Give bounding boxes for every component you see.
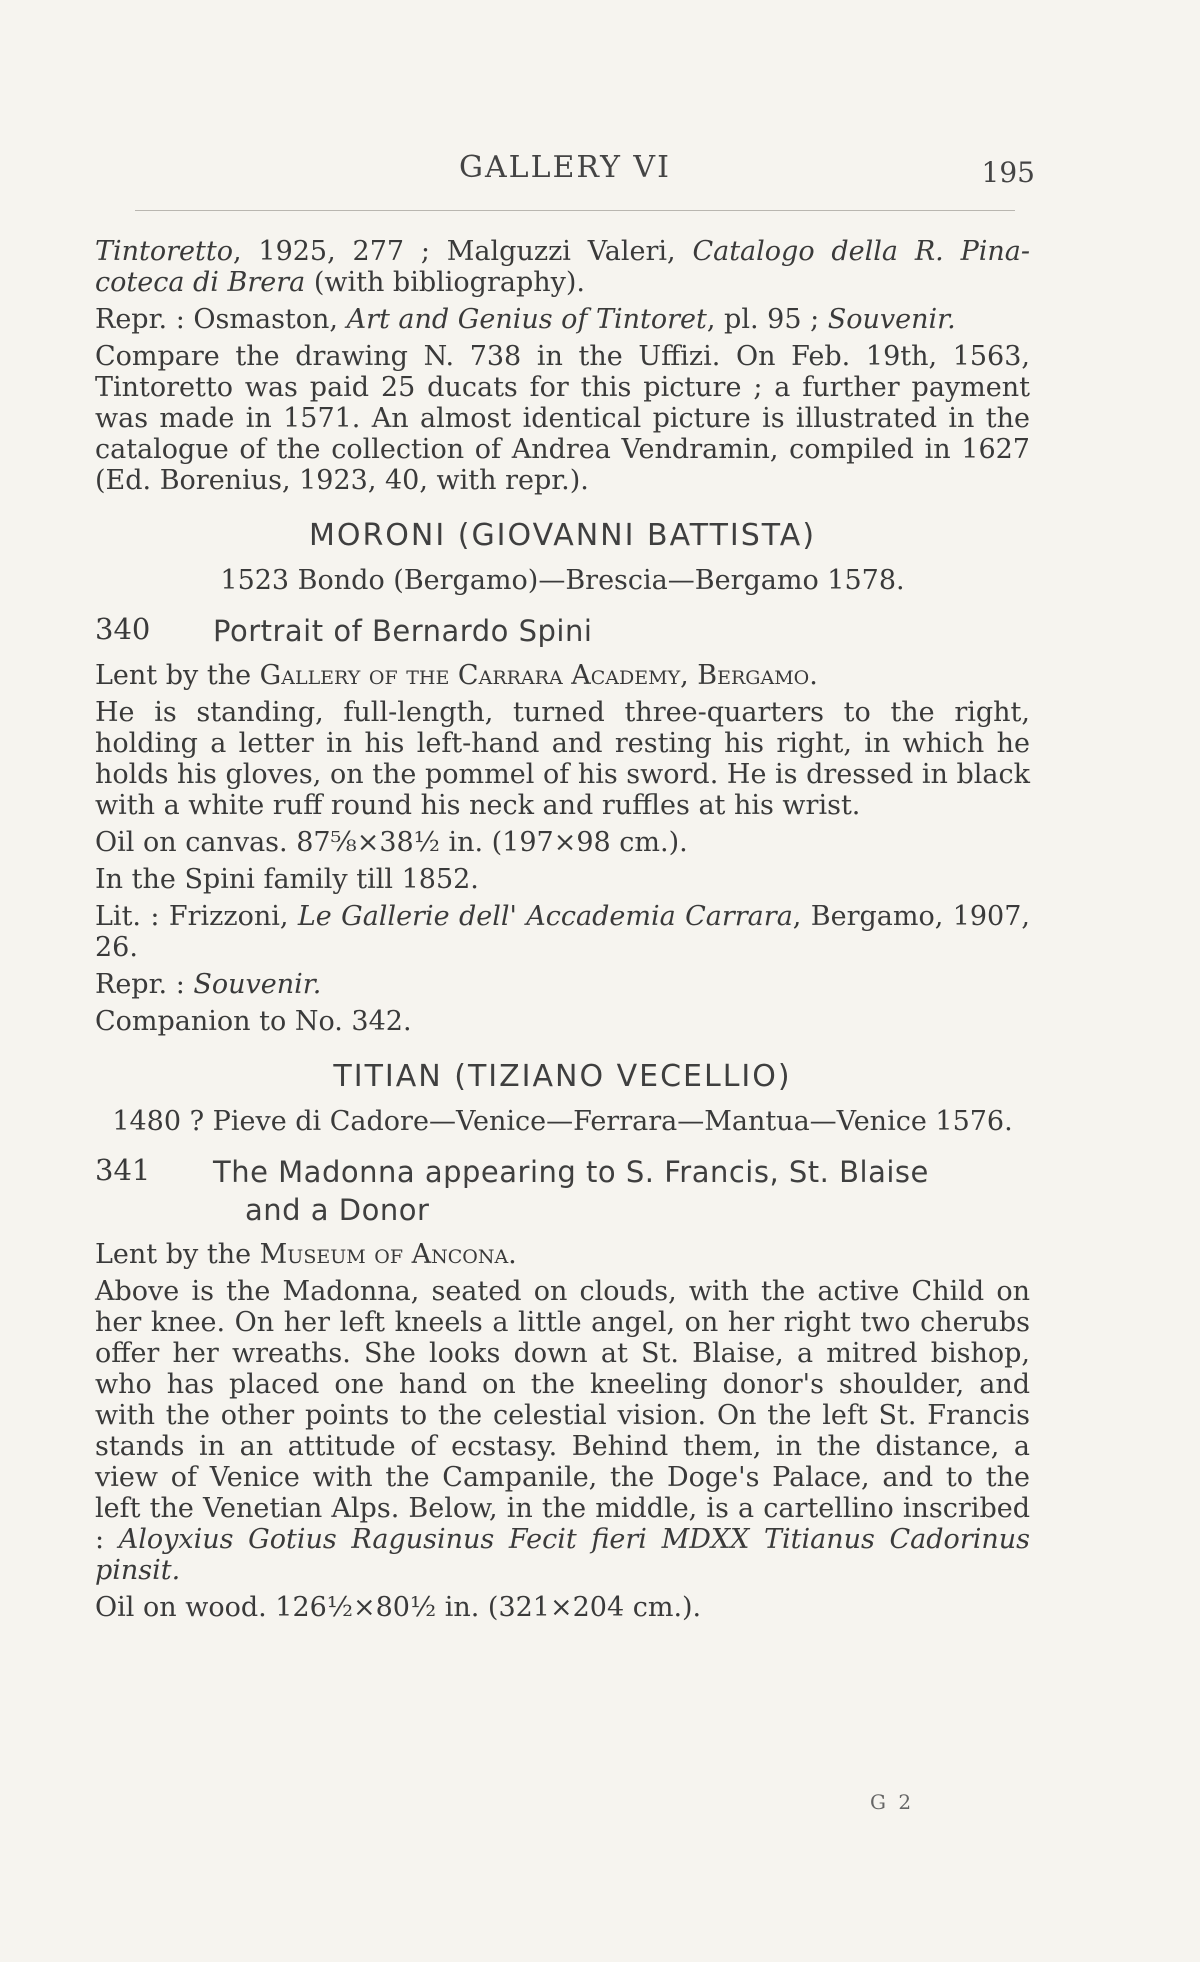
lit-suffix: , Bergamo, 1907, 26. <box>95 901 1030 963</box>
page-body <box>95 236 1030 1629</box>
artist-heading-titian: TITIAN (TIZIANO VECELLIO) <box>333 1059 792 1094</box>
work-title-line-1: The Madonna appearing to S. Francis, St. Blaise <box>213 1155 929 1189</box>
continued-note: Compare the drawing N. 738 in the Uffizi. On Feb. 19th, 1563, Tintoretto was paid 25 ducats for this picture ; a further payment was made in 1571. An almost identical picture is illustrated in the catalogue of the collection of Andrea Vendramin, compiled in 1627 (Ed. Borenius, 1923, 40, with repr.). <box>95 341 1030 496</box>
continued-repr <box>95 304 1030 335</box>
work-title <box>213 1153 929 1229</box>
page-header <box>95 150 1035 190</box>
catalogue-entry-340 <box>95 612 1030 650</box>
catalogue-number: 340 <box>95 612 151 646</box>
work-medium: Oil on canvas. 87⅝×38½ in. (197×98 cm.). <box>95 827 688 858</box>
artist-dates-titian: 1480 ? Pieve di Cadore—Venice—Ferrara—Mantua—Venice 1576. <box>112 1106 1013 1137</box>
header-rule <box>135 210 1015 211</box>
description-text: Above is the Madonna, seated on clouds, with the active Child on her knee. On her left kneels a little angel, on her right two cherubs offer her wreaths. She looks down at St. Blaise, a mitred bishop, who has placed one hand on the kneeling donor's shoulder, and with the other points to the celestial vision. On the left St. Francis stands in an attitude of ecstasy. Behind them, in the distance, a view of Venice with the Campanile, the Doge's Palace, and to the left the Venetian Alps. Below, in the middle, is a cartellino inscribed : <box>95 1276 1030 1555</box>
cont-text-2: (with bibliography). <box>305 267 585 298</box>
artist-heading-moroni: MORONI (GIOVANNI BATTISTA) <box>308 518 817 553</box>
work-description: He is standing, full-length, turned three-quarters to the right, holding a letter in his left-hand and resting his right, in which he holds his gloves, on the pommel of his sword. He is dressed in black with a white ruff round his neck and ruffles at his wrist. <box>95 697 1030 821</box>
cont-italic-1: Tintoretto <box>95 236 233 267</box>
repr-title: Souvenir. <box>193 969 322 1000</box>
signature-mark: G 2 <box>870 1790 915 1814</box>
lender-line <box>95 1239 1030 1270</box>
cont-repr-italic: Art and Genius of Tintoret <box>346 304 707 335</box>
work-provenance: In the Spini family till 1852. <box>95 864 479 895</box>
lit-prefix: Lit. : Frizzoni, <box>95 901 298 932</box>
work-description <box>95 1276 1030 1586</box>
cont-text-1: , 1925, 277 ; Malguzzi Valeri, <box>232 236 693 267</box>
running-title: GALLERY VI <box>459 150 671 185</box>
cont-repr-italic-2: Souvenir. <box>827 304 956 335</box>
lender-name: Museum of Ancona. <box>259 1239 517 1270</box>
work-companion: Companion to No. 342. <box>95 1006 412 1037</box>
lit-title: Le Gallerie dell' Accademia Carrara <box>297 901 793 932</box>
artist-dates-moroni: 1523 Bondo (Bergamo)—Brescia—Bergamo 1578. <box>220 565 905 596</box>
work-title: Portrait of Bernardo Spini <box>213 614 593 648</box>
work-medium: Oil on wood. 126½×80½ in. (321×204 cm.). <box>95 1592 702 1623</box>
lender-name: Gallery of the Carrara Academy, Bergamo. <box>259 660 818 691</box>
lender-line <box>95 660 1030 691</box>
cont-repr-text-2: , pl. 95 ; <box>706 304 828 335</box>
cont-repr-text: Repr. : Osmaston, <box>95 304 347 335</box>
work-title-line-2: and a Donor <box>245 1193 430 1227</box>
lender-prefix: Lent by the <box>95 660 260 691</box>
continued-bibliography <box>95 236 1030 298</box>
catalogue-entry-341 <box>95 1153 1030 1229</box>
cont-italic-2: Catalogo della R. Pina-coteca di Brera <box>95 236 1030 298</box>
lender-prefix: Lent by the <box>95 1239 260 1270</box>
cartellino-inscription: Aloyxius Gotius Ragusinus Fecit fieri MDXX Titianus Cadorinus pinsit. <box>95 1524 1030 1586</box>
repr-prefix: Repr. : <box>95 969 194 1000</box>
catalogue-number: 341 <box>95 1153 151 1187</box>
work-reproduction <box>95 969 1030 1000</box>
work-literature <box>95 901 1030 963</box>
page-number: 195 <box>981 156 1035 189</box>
